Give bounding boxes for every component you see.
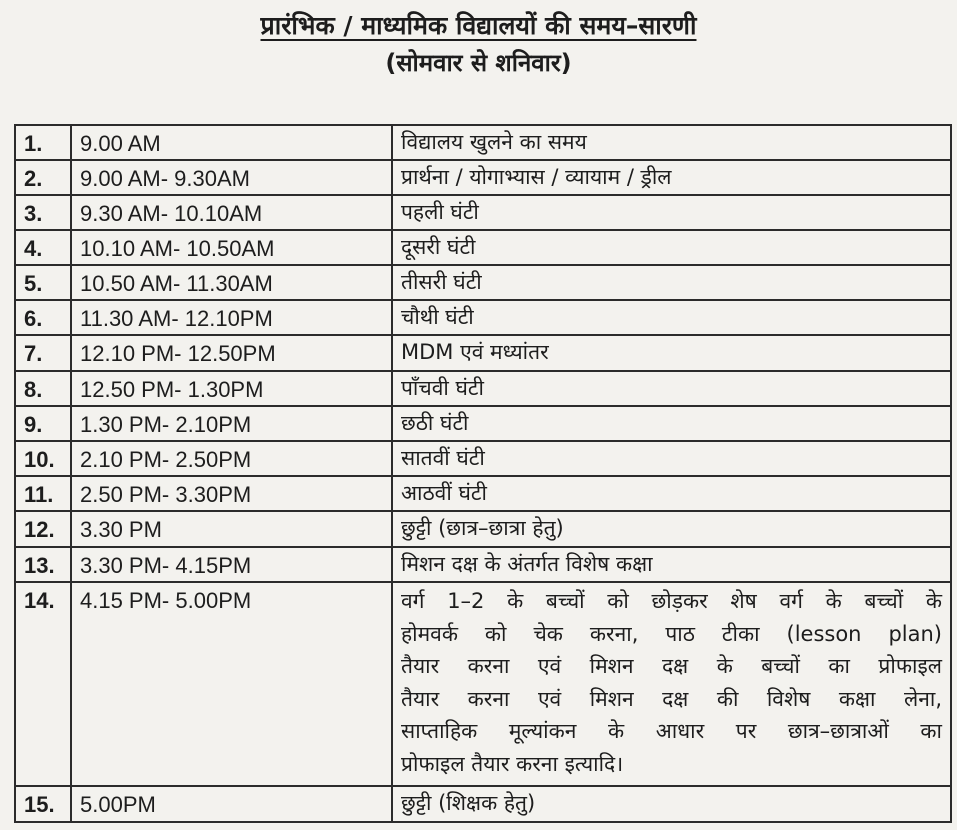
row-number: 7. [15, 335, 71, 371]
activity-line: तैयार करना एवं मिशन दक्ष के बच्चों का प्रोफाइल [401, 654, 942, 678]
row-number: 12. [15, 511, 71, 547]
row-activity: तीसरी घंटी [392, 265, 951, 300]
row-time: 2.10 PM- 2.50PM [71, 441, 392, 476]
activity-line: प्रोफाइल तैयार करना इत्यादि। [401, 751, 624, 776]
row-number: 10. [15, 441, 71, 476]
row-activity: छुट्टी (छात्र–छात्रा हेतु) [392, 511, 951, 547]
table-row [15, 406, 951, 441]
row-time: 9.00 AM- 9.30AM [71, 160, 392, 195]
row-time: 5.00PM [71, 786, 392, 822]
table-row [15, 230, 951, 265]
row-time: 1.30 PM- 2.10PM [71, 406, 392, 441]
row-number: 14. [15, 582, 71, 786]
table-row [15, 195, 951, 230]
row-activity: सातवीं घंटी [392, 441, 951, 476]
row-activity: चौथी घंटी [392, 300, 951, 335]
row-activity: मिशन दक्ष के अंतर्गत विशेष कक्षा [392, 547, 951, 582]
row-number: 11. [15, 476, 71, 511]
row-number: 4. [15, 230, 71, 265]
row-number: 2. [15, 160, 71, 195]
row-time: 12.10 PM- 12.50PM [71, 335, 392, 371]
row-time: 11.30 AM- 12.10PM [71, 300, 392, 335]
row-number: 3. [15, 195, 71, 230]
row-time: 3.30 PM- 4.15PM [71, 547, 392, 582]
row-activity: पहली घंटी [392, 195, 951, 230]
row-time: 10.50 AM- 11.30AM [71, 265, 392, 300]
table-row [15, 582, 951, 786]
activity-line: वर्ग 1–2 के बच्चों को छोड़कर शेष वर्ग के बच्चों के [401, 589, 942, 613]
table-row [15, 476, 951, 511]
row-activity: दूसरी घंटी [392, 230, 951, 265]
row-number: 8. [15, 371, 71, 406]
table-row [15, 265, 951, 300]
table-row [15, 371, 951, 406]
table-row [15, 160, 951, 195]
table-row [15, 511, 951, 547]
row-activity: छुट्टी (शिक्षक हेतु) [392, 786, 951, 822]
row-time: 9.30 AM- 10.10AM [71, 195, 392, 230]
row-activity: MDM एवं मध्यांतर [392, 335, 951, 371]
row-activity: छठी घंटी [392, 406, 951, 441]
row-activity: प्रार्थना / योगाभ्यास / व्यायाम / ड्रील [392, 160, 951, 195]
row-activity: विद्यालय खुलने का समय [392, 125, 951, 160]
row-number: 9. [15, 406, 71, 441]
activity-line: साप्ताहिक मूल्यांकन के आधार पर छात्र–छात्राओं का [401, 719, 942, 743]
row-time: 2.50 PM- 3.30PM [71, 476, 392, 511]
table-row [15, 125, 951, 160]
activity-line: होमवर्क को चेक करना, पाठ टीका (lesson plan) [401, 621, 942, 646]
row-activity: पाँचवी घंटी [392, 371, 951, 406]
row-time: 12.50 PM- 1.30PM [71, 371, 392, 406]
table-row [15, 300, 951, 335]
table-row [15, 335, 951, 371]
activity-line: तैयार करना एवं मिशन दक्ष की विशेष कक्षा लेना, [401, 686, 942, 711]
row-time: 3.30 PM [71, 511, 392, 547]
document-title: प्रारंभिक / माध्यमिक विद्यालयों की समय–सारणी [260, 11, 697, 40]
row-time: 9.00 AM [71, 125, 392, 160]
row-number: 6. [15, 300, 71, 335]
row-activity-paragraph [392, 582, 951, 786]
table-row [15, 786, 951, 822]
row-number: 1. [15, 125, 71, 160]
table-row [15, 441, 951, 476]
schedule-table [14, 124, 952, 823]
row-number: 13. [15, 547, 71, 582]
row-time: 10.10 AM- 10.50AM [71, 230, 392, 265]
document-subtitle: (सोमवार से शनिवार) [385, 49, 572, 77]
row-number: 15. [15, 786, 71, 822]
row-time: 4.15 PM- 5.00PM [71, 582, 392, 786]
table-row [15, 547, 951, 582]
row-activity: आठवीं घंटी [392, 476, 951, 511]
row-number: 5. [15, 265, 71, 300]
